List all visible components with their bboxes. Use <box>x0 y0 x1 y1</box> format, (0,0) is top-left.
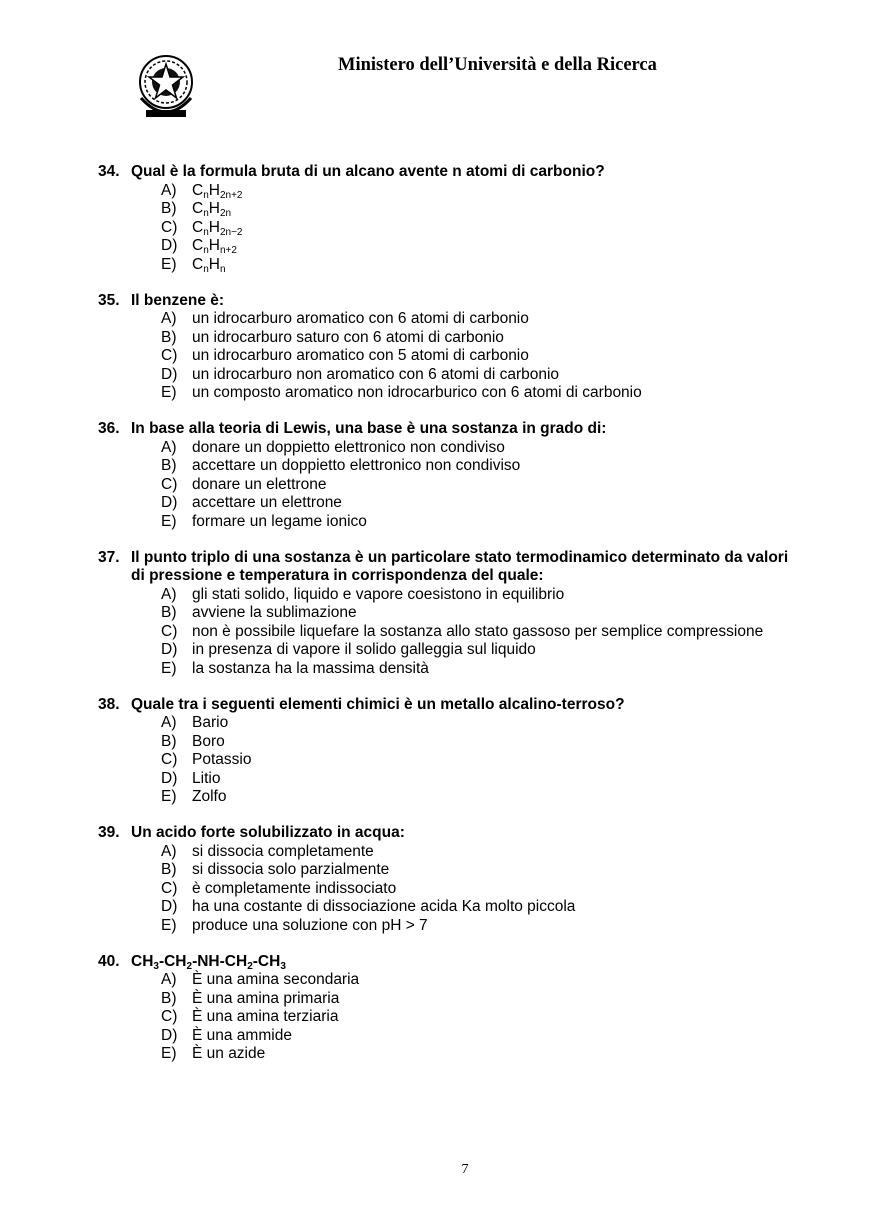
question-40 <box>0 953 870 1064</box>
option-letter: B) <box>161 861 177 878</box>
answer-option <box>0 366 870 385</box>
answer-option <box>0 1045 870 1064</box>
question-number: 37. <box>98 548 120 566</box>
question-text <box>131 549 831 586</box>
option-text: ha una costante di dissociazione acida Ka molto piccola <box>192 898 576 915</box>
question-39 <box>0 824 870 935</box>
option-letter: A) <box>161 310 177 327</box>
formula-cnh2n-plus-2: $C_nH_{2n+2}$ <box>192 181 243 201</box>
answer-option <box>0 310 870 329</box>
option-text: gli stati solido, liquido e vapore coesistono in equilibrio <box>192 585 565 603</box>
formula-cnh2n: $C_nH_{2n}$ <box>192 200 232 219</box>
answer-option <box>0 182 870 201</box>
formula-cnh2n-minus-2: $C_nH_{2n-2}$ <box>192 218 243 238</box>
option-letter: E) <box>161 788 177 805</box>
answer-option <box>0 604 870 623</box>
option-letter: A) <box>161 438 177 456</box>
answer-option <box>0 751 870 770</box>
answer-option <box>0 770 870 789</box>
question-text: In base alla teoria di Lewis, una base è una sostanza in grado di: <box>131 420 607 437</box>
option-letter: D) <box>161 898 178 915</box>
option-letter: E) <box>161 1045 177 1062</box>
option-letter: E) <box>161 916 177 934</box>
answer-option <box>0 494 870 513</box>
option-letter: D) <box>161 365 178 383</box>
answer-option <box>0 1008 870 1027</box>
answer-option <box>0 990 870 1009</box>
option-letter: E) <box>161 255 177 273</box>
option-text: formare un legame ionico <box>192 512 367 530</box>
republic-emblem <box>133 52 199 126</box>
option-letter: C) <box>161 347 178 364</box>
option-letter: B) <box>161 989 177 1007</box>
option-text: in presenza di vapore il solido galleggia sul liquido <box>192 641 536 658</box>
question-text: Il benzene è: <box>131 291 225 309</box>
option-letter: C) <box>161 218 178 236</box>
option-letter: A) <box>161 842 177 860</box>
option-text: Litio <box>192 769 221 787</box>
ministry-title: Ministero dell’Università e della Ricerca <box>338 55 657 75</box>
option-letter: B) <box>161 457 177 474</box>
option-letter: E) <box>161 512 177 530</box>
answer-option <box>0 256 870 275</box>
option-text: produce una soluzione con pH > 7 <box>192 916 428 934</box>
option-text: accettare un elettrone <box>192 494 342 511</box>
option-text: è completamente indissociato <box>192 879 397 897</box>
option-letter: C) <box>161 1008 178 1025</box>
option-text: avviene la sublimazione <box>192 604 357 621</box>
option-text: la sostanza ha la massima densità <box>192 659 429 677</box>
option-text: donare un elettrone <box>192 475 327 493</box>
option-letter: A) <box>161 585 177 603</box>
option-text: un composto aromatico non idrocarburico con 6 atomi di carbonio <box>192 384 642 401</box>
answer-option <box>0 898 870 917</box>
formula-diethylamine: $CH_3-CH_2-NH-CH_2-CH_3$ <box>131 952 286 972</box>
question-text-line: Il punto triplo di una sostanza è un particolare stato termodinamico determinato da valori <box>131 548 789 566</box>
question-35 <box>0 292 870 403</box>
question-number: 35. <box>98 291 120 309</box>
option-text: È un azide <box>192 1045 266 1062</box>
formula-cnhn: $C_nH_n$ <box>192 255 226 275</box>
option-letter: B) <box>161 328 177 346</box>
answer-option <box>0 513 870 532</box>
option-text: donare un doppietto elettronico non condiviso <box>192 438 505 456</box>
option-letter: C) <box>161 475 178 493</box>
answer-option <box>0 733 870 752</box>
answer-option <box>0 917 870 936</box>
question-number: 38. <box>98 695 120 713</box>
option-text: si dissocia solo parzialmente <box>192 861 390 878</box>
option-text: accettare un doppietto elettronico non condiviso <box>192 457 521 474</box>
option-text: un idrocarburo saturo con 6 atomi di carbonio <box>192 328 504 346</box>
option-letter: A) <box>161 971 177 988</box>
option-letter: E) <box>161 659 177 677</box>
question-number: 36. <box>98 420 120 437</box>
option-letter: A) <box>161 181 177 199</box>
option-letter: E) <box>161 384 177 401</box>
option-text: È una amina secondaria <box>192 971 360 988</box>
question-38 <box>0 696 870 807</box>
question-36 <box>0 420 870 531</box>
option-text: non è possibile liquefare la sostanza allo stato gassoso per semplice compressione <box>192 622 764 640</box>
question-number: 40. <box>98 952 120 970</box>
answer-option <box>0 439 870 458</box>
answer-option <box>0 347 870 366</box>
option-text: Zolfo <box>192 788 227 805</box>
option-text: un idrocarburo non aromatico con 6 atomi di carbonio <box>192 365 560 383</box>
question-37 <box>0 549 870 679</box>
answer-option <box>0 660 870 679</box>
question-text-line: di pressione e temperatura in corrispondenza del quale: <box>131 567 544 584</box>
option-text: È una amina terziaria <box>192 1008 339 1025</box>
option-text: Boro <box>192 732 225 750</box>
answer-option <box>0 457 870 476</box>
answer-option <box>0 641 870 660</box>
option-text: Bario <box>192 714 229 731</box>
option-letter: D) <box>161 494 178 511</box>
option-text: un idrocarburo aromatico con 6 atomi di carbonio <box>192 310 529 327</box>
option-letter: C) <box>161 622 178 640</box>
option-text: un idrocarburo aromatico con 5 atomi di carbonio <box>192 347 529 364</box>
option-letter: D) <box>161 237 178 254</box>
answer-option <box>0 586 870 605</box>
page-number: 7 <box>461 1162 469 1177</box>
answer-option <box>0 623 870 642</box>
option-text: Potassio <box>192 751 252 768</box>
option-letter: D) <box>161 1026 178 1044</box>
option-letter: B) <box>161 200 177 217</box>
question-number: 34. <box>98 163 120 180</box>
formula-cnhn-plus-2: $C_nH_{n+2}$ <box>192 237 237 256</box>
question-text: Quale tra i seguenti elementi chimici è un metallo alcalino-terroso? <box>131 695 625 713</box>
question-list <box>0 163 870 1081</box>
option-letter: B) <box>161 732 177 750</box>
answer-option <box>0 329 870 348</box>
option-text: È una ammide <box>192 1026 292 1044</box>
answer-option <box>0 1027 870 1046</box>
question-text: Qual è la formula bruta di un alcano avente n atomi di carbonio? <box>131 163 605 180</box>
answer-option <box>0 971 870 990</box>
answer-option <box>0 880 870 899</box>
option-letter: C) <box>161 879 178 897</box>
option-text: È una amina primaria <box>192 989 340 1007</box>
answer-option <box>0 476 870 495</box>
option-letter: A) <box>161 714 177 731</box>
option-letter: D) <box>161 769 178 787</box>
question-text: Un acido forte solubilizzato in acqua: <box>131 824 405 841</box>
answer-option <box>0 714 870 733</box>
option-letter: B) <box>161 604 177 621</box>
answer-option <box>0 843 870 862</box>
option-letter: D) <box>161 641 178 658</box>
answer-option <box>0 219 870 238</box>
answer-option <box>0 200 870 219</box>
answer-option <box>0 861 870 880</box>
option-letter: C) <box>161 751 178 768</box>
question-34 <box>0 163 870 274</box>
answer-option <box>0 788 870 807</box>
option-text: si dissocia completamente <box>192 842 374 860</box>
question-number: 39. <box>98 824 120 841</box>
answer-option <box>0 384 870 403</box>
answer-option <box>0 237 870 256</box>
